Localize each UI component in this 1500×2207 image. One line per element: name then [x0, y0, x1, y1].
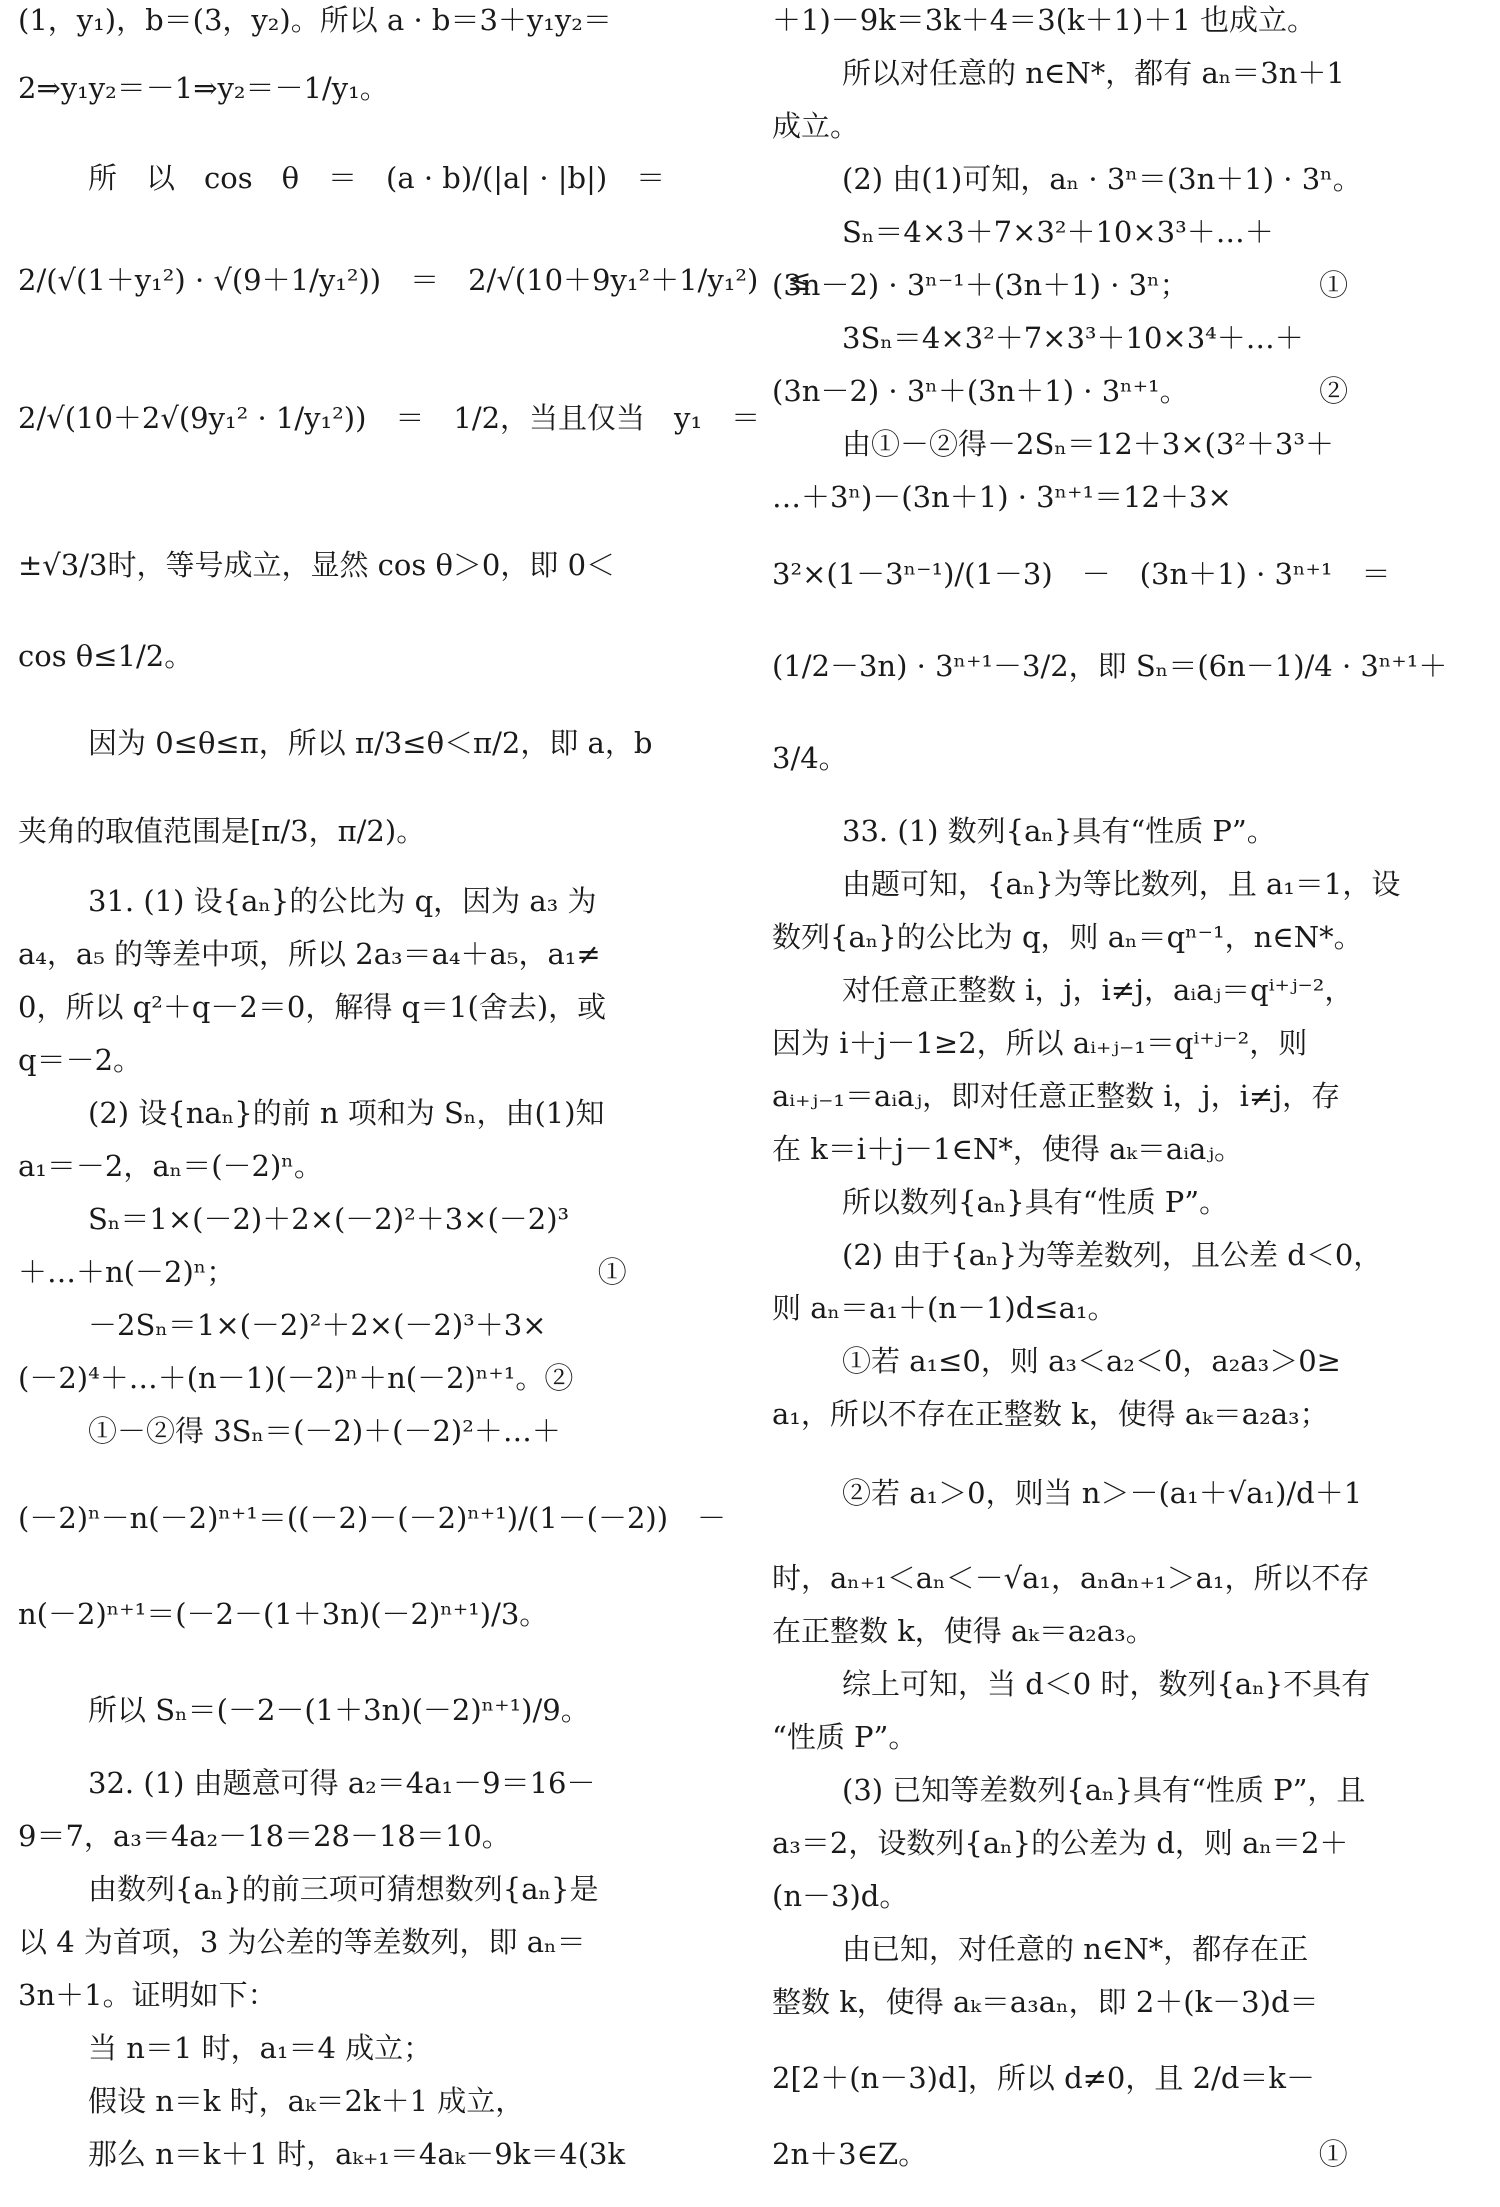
right-text-line: 在 k＝i＋j－1∈N*，使得 aₖ＝aᵢaⱼ。	[772, 1132, 1244, 1166]
left-text-line: 2⇒y₁y₂＝－1⇒y₂＝－1/y₁。	[18, 71, 389, 105]
right-text-line: (3n－2) · 3ⁿ＋(3n＋1) · 3ⁿ⁺¹。 ②	[772, 374, 1349, 408]
left-text-line: a₄，a₅ 的等差中项，所以 2a₃＝a₄＋a₅，a₁≠	[18, 937, 601, 971]
right-text-line: 2[2＋(n－3)d]，所以 d≠0，且 2/d＝k－	[772, 2061, 1315, 2095]
left-text-line: 假设 n＝k 时，aₖ＝2k＋1 成立，	[88, 2084, 525, 2118]
left-text-line: a₁＝－2，aₙ＝(－2)ⁿ。	[18, 1149, 323, 1183]
left-text-line: 由数列{aₙ}的前三项可猜想数列{aₙ}是	[88, 1872, 599, 1906]
right-text-line: ②若 a₁＞0，则当 n＞－(a₁＋√a₁)/d＋1	[842, 1476, 1363, 1510]
left-text-line: (－2)ⁿ－n(－2)ⁿ⁺¹＝((－2)－(－2)ⁿ⁺¹)/(1－(－2)) －	[18, 1501, 727, 1535]
right-text-line: 成立。	[772, 109, 860, 143]
right-text-line: 3²×(1－3ⁿ⁻¹)/(1－3) － (3n＋1) · 3ⁿ⁺¹ ＝	[772, 557, 1391, 591]
right-text-line: Sₙ＝4×3＋7×3²＋10×3³＋…＋	[842, 215, 1274, 249]
right-text-line: (2) 由于{aₙ}为等差数列，且公差 d＜0，	[842, 1238, 1383, 1272]
right-text-line: a₃＝2，设数列{aₙ}的公差为 d，则 aₙ＝2＋	[772, 1826, 1349, 1860]
right-text-line: 所以数列{aₙ}具有“性质 P”。	[842, 1185, 1229, 1219]
left-text-line: 以 4 为首项，3 为公差的等差数列，即 aₙ＝	[18, 1925, 586, 1959]
left-text-line: 那么 n＝k＋1 时，aₖ₊₁＝4aₖ－9k＝4(3k	[88, 2137, 626, 2171]
left-text-line: 31. (1) 设{aₙ}的公比为 q，因为 a₃ 为	[88, 884, 597, 918]
right-text-line: 数列{aₙ}的公比为 q，则 aₙ＝qⁿ⁻¹，n∈N*。	[772, 920, 1363, 954]
left-text-line: ±√3/3时，等号成立，显然 cos θ＞0，即 0＜	[18, 548, 616, 582]
right-text-line: 由题可知，{aₙ}为等比数列，且 a₁＝1，设	[842, 867, 1401, 901]
left-text-line: 夹角的取值范围是[π/3，π/2)。	[18, 814, 426, 848]
right-text-line: 在正整数 k，使得 aₖ＝a₂a₃。	[772, 1614, 1155, 1648]
right-text-line: (3n－2) · 3ⁿ⁻¹＋(3n＋1) · 3ⁿ； ①	[772, 268, 1349, 302]
right-text-line: “性质 P”。	[772, 1720, 918, 1754]
left-text-line: 0，所以 q²＋q－2＝0，解得 q＝1(舍去)，或	[18, 990, 607, 1024]
right-text-line: 33. (1) 数列{aₙ}具有“性质 P”。	[842, 814, 1276, 848]
left-text-line: (1，y₁)，b＝(3，y₂)。所以 a · b＝3＋y₁y₂＝	[18, 3, 612, 37]
left-text-line: 3n＋1。证明如下：	[18, 1978, 277, 2012]
left-text-line: 所以 Sₙ＝(－2－(1＋3n)(－2)ⁿ⁺¹)/9。	[88, 1693, 590, 1727]
left-text-line: (2) 设{naₙ}的前 n 项和为 Sₙ，由(1)知	[88, 1096, 605, 1130]
left-text-line: ＋…＋n(－2)ⁿ； ①	[18, 1255, 627, 1289]
right-text-line: 对任意正整数 i，j，i≠j，aᵢaⱼ＝qⁱ⁺ʲ⁻²，	[842, 973, 1354, 1007]
right-text-line: 由①－②得－2Sₙ＝12＋3×(3²＋3³＋	[842, 427, 1334, 461]
left-text-line: 当 n＝1 时，a₁＝4 成立；	[88, 2031, 433, 2065]
right-text-line: ①若 a₁≤0，则 a₃＜a₂＜0，a₂a₃＞0≥	[842, 1344, 1341, 1378]
left-text-line: (－2)⁴＋…＋(n－1)(－2)ⁿ＋n(－2)ⁿ⁺¹。②	[18, 1361, 574, 1395]
right-text-line: 3/4。	[772, 741, 848, 775]
right-text-line: 3Sₙ＝4×3²＋7×3³＋10×3⁴＋…＋	[842, 321, 1304, 355]
left-text-line: －2Sₙ＝1×(－2)²＋2×(－2)³＋3×	[88, 1308, 547, 1342]
right-text-line: 综上可知，当 d＜0 时，数列{aₙ}不具有	[842, 1667, 1371, 1701]
right-text-line: (2) 由(1)可知，aₙ · 3ⁿ＝(3n＋1) · 3ⁿ。	[842, 162, 1362, 196]
left-text-line: 2/(√(1＋y₁²) · √(9＋1/y₁²)) ＝ 2/√(10＋9y₁²＋1/y₁²) ≤	[18, 263, 812, 297]
right-text-line: (1/2－3n) · 3ⁿ⁺¹－3/2，即 Sₙ＝(6n－1)/4 · 3ⁿ⁺¹＋	[772, 649, 1448, 683]
right-text-line: (n－3)d。	[772, 1879, 909, 1913]
right-text-line: 由已知，对任意的 n∈N*，都存在正	[842, 1932, 1309, 1966]
left-text-line: ①－②得 3Sₙ＝(－2)＋(－2)²＋…＋	[88, 1414, 561, 1448]
left-text-line: 因为 0≤θ≤π，所以 π/3≤θ＜π/2，即 a，b	[88, 726, 653, 760]
right-text-line: aᵢ₊ⱼ₋₁＝aᵢaⱼ，即对任意正整数 i，j，i≠j，存	[772, 1079, 1341, 1113]
right-text-line: …＋3ⁿ)－(3n＋1) · 3ⁿ⁺¹＝12＋3×	[772, 480, 1232, 514]
right-text-line: 2n＋3∈Z。 ①	[772, 2137, 1348, 2171]
right-text-line: (3) 已知等差数列{aₙ}具有“性质 P”，且	[842, 1773, 1366, 1807]
right-text-line: 整数 k，使得 aₖ＝a₃aₙ，即 2＋(k－3)d＝	[772, 1985, 1319, 2019]
left-text-line: 所 以 cos θ ＝ (a · b)/(|a| · |b|) ＝	[88, 161, 666, 195]
left-text-line: 32. (1) 由题意可得 a₂＝4a₁－9＝16－	[88, 1766, 596, 1800]
right-text-line: 因为 i＋j－1≥2，所以 aᵢ₊ⱼ₋₁＝qⁱ⁺ʲ⁻²，则	[772, 1026, 1308, 1060]
right-text-line: a₁，所以不存在正整数 k，使得 aₖ＝a₂a₃；	[772, 1397, 1329, 1431]
left-text-line: n(－2)ⁿ⁺¹＝(－2－(1＋3n)(－2)ⁿ⁺¹)/3。	[18, 1597, 549, 1631]
right-text-line: 时，aₙ₊₁＜aₙ＜－√a₁，aₙaₙ₊₁＞a₁，所以不存	[772, 1561, 1370, 1595]
left-text-line: 9＝7，a₃＝4a₂－18＝28－18＝10。	[18, 1819, 511, 1853]
right-text-line: ＋1)－9k＝3k＋4＝3(k＋1)＋1 也成立。	[772, 3, 1317, 37]
right-text-line: 所以对任意的 n∈N*，都有 aₙ＝3n＋1	[842, 56, 1345, 90]
left-text-line: 2/√(10＋2√(9y₁² · 1/y₁²)) ＝ 1/2，当且仅当 y₁ ＝	[18, 401, 761, 435]
left-text-line: Sₙ＝1×(－2)＋2×(－2)²＋3×(－2)³	[88, 1202, 570, 1236]
left-text-line: q＝－2。	[18, 1043, 143, 1077]
left-text-line: cos θ≤1/2。	[18, 639, 194, 673]
right-text-line: 则 aₙ＝a₁＋(n－1)d≤a₁。	[772, 1291, 1117, 1325]
